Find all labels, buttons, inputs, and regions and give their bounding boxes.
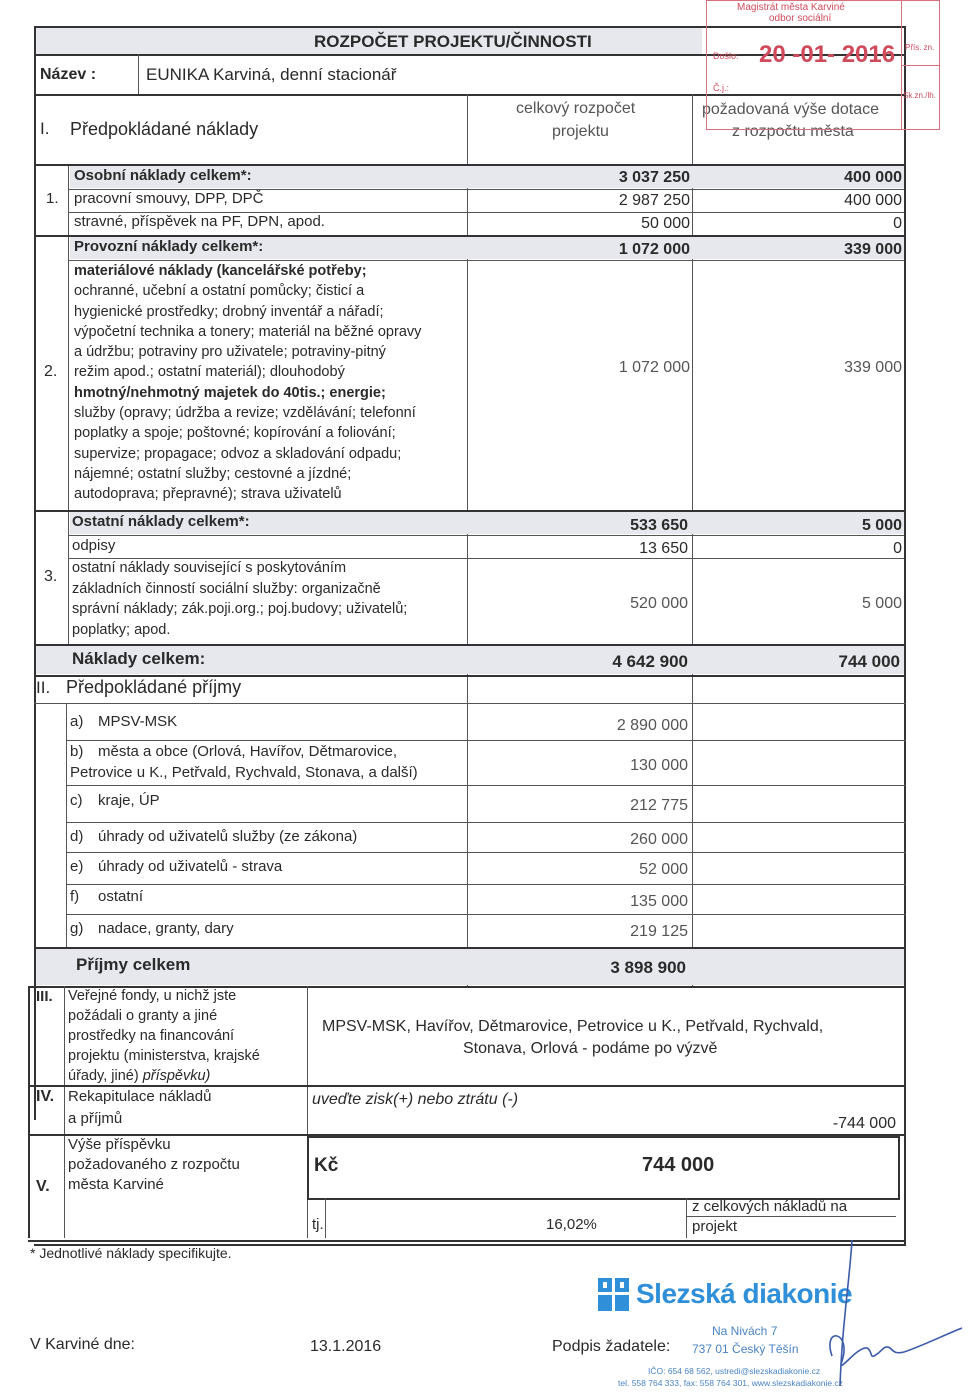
stamp-line1: Magistrát města Karviné — [737, 2, 845, 13]
section5-note-l2: projekt — [692, 1218, 738, 1235]
income-value-a: 2 890 000 — [616, 717, 688, 734]
g2-desc-line: režim apod.; ostatní materiál); dlouhodobý — [74, 364, 345, 381]
logo-address-3: IČO: 654 68 562, ustredi@slezskadiakonie.cz — [648, 1366, 821, 1376]
section3-label-line: projektu (ministerstva, krajské — [68, 1048, 260, 1064]
income-divider-e — [66, 884, 906, 885]
table-bottom-border — [28, 1240, 904, 1242]
income-value-g: 219 125 — [630, 923, 688, 940]
g2-number: 2. — [44, 363, 58, 380]
g2-head-label: Provozní náklady celkem*: — [74, 238, 264, 255]
g3-r2-description — [72, 558, 466, 640]
section2-roman: II. — [36, 678, 51, 697]
g1-r2-total: 50 000 — [641, 215, 690, 232]
col-header-total-l2: projektu — [552, 123, 609, 140]
income-divider-a — [66, 740, 906, 741]
income-divider-f — [66, 914, 906, 915]
income-label-a: MPSV-MSK — [98, 713, 178, 730]
section5-label-l2: požadovaného z rozpočtu — [68, 1156, 240, 1173]
stamp-pril-label: Přís. zn. — [905, 43, 935, 52]
section5-label-l1: Výše příspěvku — [68, 1136, 171, 1153]
registry-stamp — [706, 0, 940, 130]
section3-label-line: Veřejné fondy, u nichž jste — [68, 988, 237, 1004]
income-label-c: kraje, ÚP — [98, 792, 160, 809]
logo-address-4: tel. 558 764 333, fax: 558 764 301, www.slezskadiakonie.cz — [618, 1378, 843, 1388]
diakonie-logo-icon — [598, 1278, 630, 1312]
g2-desc-line: ochranné, učební a ostatní pomůcky; čisticí a — [74, 283, 365, 300]
g2-desc-line: poplatky a spoje; poštovné; kopírování a foliování; — [74, 425, 396, 442]
g2-desc-line: výpočetní technika a tonery; materiál na běžné opravy — [74, 323, 422, 340]
section5-amount: 744 000 — [642, 1154, 715, 1176]
income-divider-c — [66, 822, 906, 823]
project-name: EUNIKA Karviná, denní stacionář — [146, 65, 397, 84]
section5-label-l3: města Karviné — [68, 1176, 164, 1193]
section5-note-l1: z celkových nákladů na — [692, 1198, 848, 1215]
g2-head-total: 1 072 000 — [618, 241, 690, 258]
stamp-line2: odbor sociální — [769, 13, 832, 24]
income-letter-d: d) — [70, 828, 84, 845]
section5-tj: tj. — [312, 1216, 324, 1233]
page-title: ROZPOČET PROJEKTU/ČINNOSTI — [314, 32, 592, 51]
section5-note-divider — [686, 1216, 896, 1217]
g2-desc-line: nájemné; ostatní služby; cestovné a jízdné; — [74, 465, 352, 482]
section3-label-line: úřady, jiné) — [68, 1068, 143, 1084]
g3-r1-label: odpisy — [72, 537, 116, 554]
income-letter-g: g) — [70, 920, 84, 937]
income-value-d: 260 000 — [630, 831, 688, 848]
section2-header-divider — [34, 703, 906, 704]
g1-head-req: 400 000 — [844, 169, 902, 186]
g3-r1-req: 0 — [893, 540, 902, 557]
g1-r1-req: 400 000 — [844, 192, 902, 209]
g2-desc-line: služby (opravy; údržba a revize; vzdělávání; telefonní — [74, 405, 416, 422]
income-total-label: Příjmy celkem — [76, 955, 191, 974]
logo-address-1: Na Nivách 7 — [712, 1324, 778, 1338]
name-label: Název : — [40, 66, 97, 83]
g3-head-total: 533 650 — [630, 517, 688, 534]
section5-amount-box — [307, 1136, 900, 1200]
income-total-value: 3 898 900 — [610, 958, 686, 977]
income-value-c: 212 775 — [630, 797, 688, 814]
section3-label-italic: příspěvku) — [142, 1068, 211, 1084]
lower-roman-divider — [64, 986, 65, 1238]
income-label-e: úhrady od uživatelů - strava — [98, 858, 283, 875]
g1-head-total: 3 037 250 — [618, 169, 690, 186]
g1-r1-label: pracovní smouvy, DPP, DPČ — [74, 190, 264, 207]
income-letter-a: a) — [70, 713, 84, 730]
section3-label-line: požádali o granty a jiné — [68, 1008, 218, 1024]
col-header-req-l1: požadovaná výše dotace — [702, 101, 880, 118]
income-label-d: úhrady od uživatelů služby (ze zákona) — [98, 828, 358, 845]
g3-r2-line: poplatky; apod. — [72, 621, 171, 638]
income-label-b: města a obce (Orlová, Havířov, Dětmarovice, — [98, 743, 397, 760]
g2-desc-req: 339 000 — [844, 359, 902, 376]
stamp-date-label: Došlo: — [713, 51, 739, 61]
g3-head-label: Ostatní náklady celkem*: — [72, 513, 250, 530]
stamp-divider-h — [901, 65, 939, 66]
g2-desc-line: a údržbu; potraviny pro uživatele; potraviny-pitný — [74, 344, 386, 361]
place-label: V Karviné dne: — [30, 1336, 135, 1353]
income-letter-f: f) — [70, 888, 80, 905]
section3-label — [68, 986, 304, 1086]
section3-roman: III. — [36, 988, 53, 1005]
section4-value: -744 000 — [832, 1115, 896, 1132]
place-date: 13.1.2016 — [310, 1338, 382, 1355]
income-divider-d — [66, 852, 906, 853]
stamp-list-label: Sk.zn./lh. — [903, 91, 936, 100]
g2-head-req: 339 000 — [844, 241, 902, 258]
g3-r2-total: 520 000 — [630, 595, 688, 612]
section5-roman: V. — [36, 1178, 50, 1195]
left-border-bottom — [28, 986, 30, 1238]
name-label-divider — [138, 54, 139, 94]
stamp-date: 20 -01- 2016 — [759, 41, 896, 68]
g1-r2-label: stravné, příspěvek na PF, DPN, apod. — [74, 213, 325, 230]
income-value-b: 130 000 — [630, 757, 688, 774]
income-letter-c: c) — [70, 792, 83, 809]
g2-desc-total: 1 072 000 — [618, 359, 690, 376]
g1-r1-total: 2 987 250 — [618, 192, 690, 209]
income-divider-b — [66, 785, 906, 786]
section3-value-l2: Stonava, Orlová - podáme po výzvě — [463, 1040, 718, 1057]
g3-head-req: 5 000 — [861, 517, 902, 534]
logo-address-2: 737 01 Český Těšín — [692, 1342, 799, 1356]
g2-desc-line: hygienické prostředky; drobný inventář a nářadí; — [74, 303, 384, 320]
g3-number: 3. — [44, 568, 58, 585]
g1-number: 1. — [46, 190, 59, 207]
section5-tj-divider — [325, 1198, 326, 1238]
section5-percent: 16,02% — [546, 1216, 597, 1233]
section4-roman: IV. — [36, 1088, 55, 1105]
income-label-f: ostatní — [98, 888, 144, 905]
logo-text: Slezská diakonie — [636, 1278, 853, 1309]
costs-total-value: 4 642 900 — [612, 652, 688, 671]
g2-description — [74, 261, 466, 505]
g3-r2-line: ostatní náklady související s poskytováním — [72, 560, 347, 576]
col-header-total-l1: celkový rozpočet — [516, 100, 636, 117]
footnote: * Jednotlivé náklady specifikujte. — [30, 1245, 232, 1261]
section5-currency: Kč — [314, 1155, 339, 1176]
income-letter-e: e) — [70, 858, 84, 875]
costs-total-label: Náklady celkem: — [72, 649, 206, 668]
g2-desc-line: supervize; propagace; odvoz a skladování odpadu; — [74, 445, 402, 462]
section1-title: Předpokládané náklady — [70, 119, 259, 139]
g1-r2-req: 0 — [893, 215, 902, 232]
costs-total-req: 744 000 — [838, 652, 900, 671]
section4-label-l1: Rekapitulace nákladů — [68, 1088, 212, 1105]
g3-r2-line: základních činností sociální služby: organizačně — [72, 580, 381, 597]
g3-r2-req: 5 000 — [861, 595, 902, 612]
g2-desc-bold-material: materiálové náklady (kancelářské potřeby; — [74, 263, 367, 279]
section5-percent-divider — [686, 1198, 687, 1238]
income-value-e: 52 000 — [639, 861, 688, 878]
section2-title: Předpokládané příjmy — [66, 677, 242, 697]
sign-label: Podpis žadatele: — [552, 1338, 671, 1355]
income-label-b2: Petrovice u K., Petřvald, Rychvald, Stonava, a další) — [70, 764, 418, 781]
section4-hint: uveďte zisk(+) nebo ztrátu (-) — [312, 1091, 519, 1108]
section1-roman: I. — [40, 119, 50, 138]
g2-desc-bold-majetek: hmotný/nehmotný majetek do 40tis.; energie; — [74, 384, 386, 401]
income-letter-b: b) — [70, 743, 84, 760]
g3-r1-total: 13 650 — [639, 540, 688, 557]
income-value-f: 135 000 — [630, 893, 688, 910]
stamp-cj-label: Č.j.: — [713, 83, 730, 93]
section3-divider — [28, 1085, 906, 1087]
g3-head-divider — [68, 535, 904, 536]
col-header-req-l2: z rozpočtu města — [732, 123, 854, 140]
section3-value-l1: MPSV-MSK, Havířov, Dětmarovice, Petrovice u K., Petřvald, Rychvald, — [322, 1018, 824, 1035]
income-label-g: nadace, granty, dary — [98, 920, 234, 937]
section3-label-line: prostředky na financování — [68, 1028, 235, 1044]
lower-label-divider — [307, 986, 308, 1238]
g1-head-label: Osobní náklady celkem*: — [74, 167, 252, 184]
g2-desc-line: autodoprava; přepravné); strava uživatelů — [74, 486, 342, 503]
section4-label-l2: a příjmů — [68, 1110, 123, 1127]
g3-r2-line: správní náklady; zák.poji.org.; poj.budovy; uživatelů; — [72, 601, 408, 617]
signature — [812, 1236, 972, 1396]
